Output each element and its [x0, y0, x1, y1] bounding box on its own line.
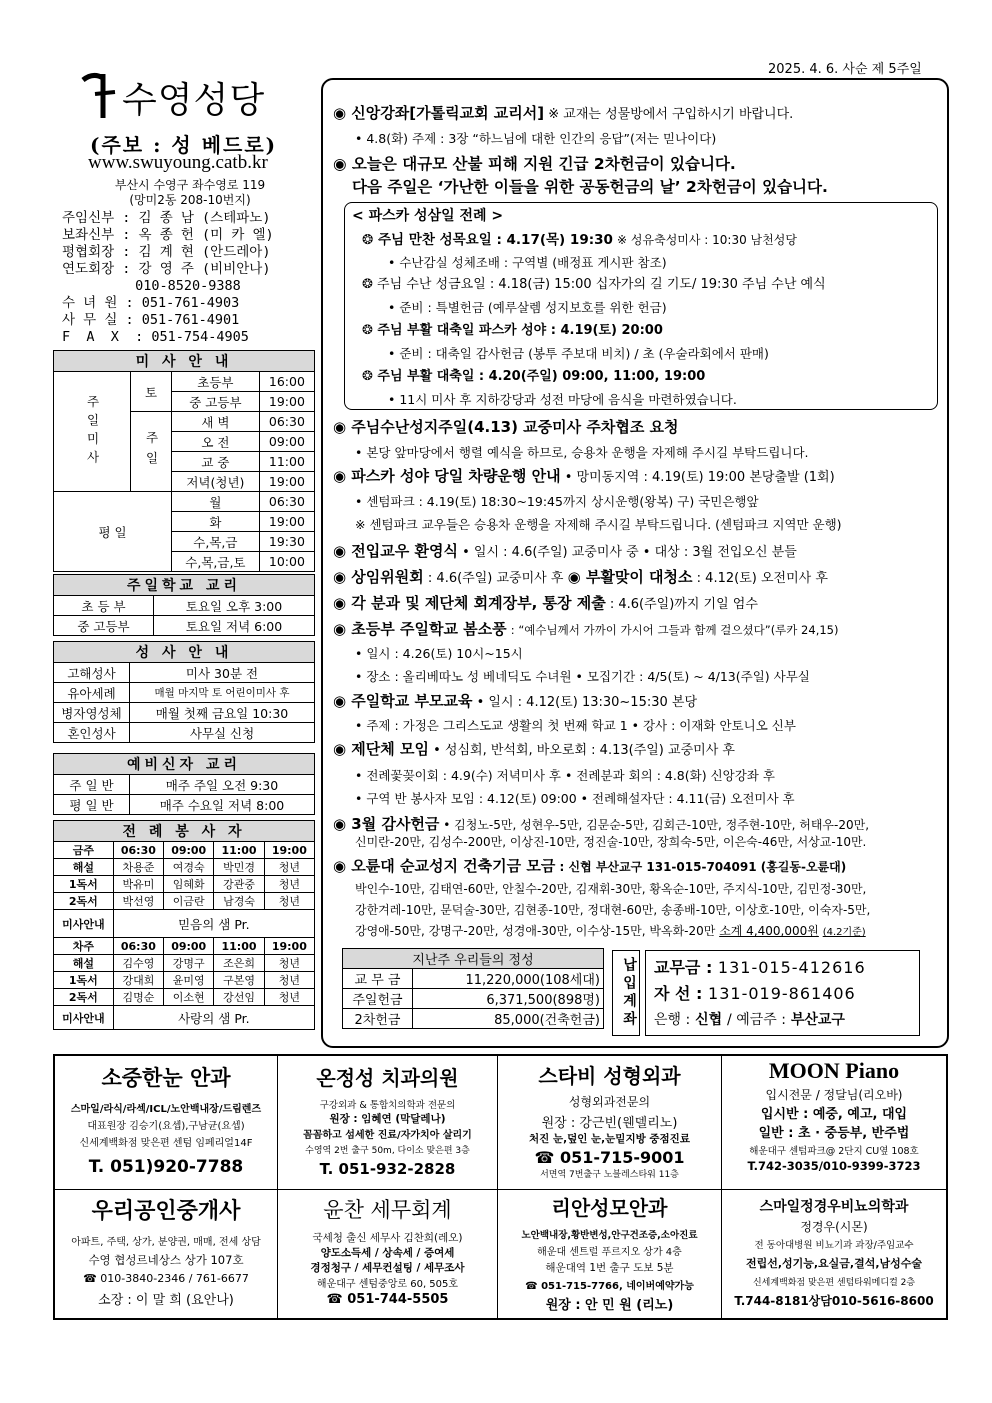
text-cell: 매주 주일 오전 9:30 — [130, 775, 315, 795]
text-cell: 85,000(건축헌금) — [413, 1009, 604, 1029]
text-cell: 청년 — [264, 989, 314, 1006]
text-cell: 부산시 수영구 좌수영로 119 — [114, 178, 266, 192]
accounts-box — [645, 950, 920, 1036]
text-cell: 조은희 — [214, 955, 264, 972]
staff-line: 보좌신부 : 옥 종 헌 (미 카 엘) — [62, 227, 274, 243]
text-cell: 19:00 — [259, 472, 314, 492]
text-cell: 강관중 — [214, 876, 264, 893]
staff-line: 010-8520-9388 — [62, 278, 241, 294]
text-cell: 유아세례 — [54, 683, 130, 703]
text-cell: 아파트, 주택, 상가, 분양권, 매매, 전세 상담 — [71, 1237, 261, 1248]
notice-parent-edu — [333, 692, 933, 712]
notice-parking: ◉ 주님수난성지주일(4.13) 교중미사 주차협조 요청 — [333, 418, 679, 436]
text-cell: • 센텀파크 : 4.19(토) 18:30~19:45까지 상시운행(왕복) 구) 국민은행앞 — [355, 494, 759, 509]
text-cell: 신세계백화점 맞은편 센텀 임페리얼14F — [79, 1138, 253, 1149]
text-cell: 자 선 : — [654, 984, 703, 1003]
ad-smile-urology[interactable] — [722, 1190, 946, 1318]
text-cell: ◉ 주일학교 부모교육 — [333, 692, 473, 710]
text-cell: 박민경 — [214, 859, 264, 876]
text-cell: • 수난감실 성체조배 : 구역별 (배정표 게시판 참조) — [388, 255, 667, 270]
text-cell: ◉ 3월 감사헌금 — [333, 815, 440, 833]
ad-yoonchan-tax[interactable] — [278, 1190, 498, 1318]
text-cell: • 전례꽃꽂이회 : 4.9(수) 저녁미사 후 • 전례분과 회의 : 4.8(화) 신앙강좌 후 — [355, 768, 775, 783]
text-cell: ❂ 주님 부활 대축일 : 4.20(주일) 09:00, 11:00, 19:00 — [362, 369, 706, 384]
text-cell: 금주 — [54, 842, 114, 859]
text-cell: 지난주 우리들의 정성 — [343, 949, 604, 969]
notice-building-fund — [333, 857, 933, 877]
text-cell: 06:30 — [259, 412, 314, 432]
text-cell: 병자영성체 — [54, 703, 130, 723]
text-cell: 남경숙 — [214, 893, 264, 910]
text-cell: 우리공인중개사 — [91, 1198, 241, 1224]
text-cell: 원장 : 강근빈(웬델리노) — [541, 1116, 678, 1131]
text-cell: 미사안내 — [54, 910, 114, 938]
text-cell: 소계 4,400,000원 — [719, 924, 819, 938]
text-cell: 원장 : 안 민 원 (리노) — [545, 1298, 674, 1313]
text-cell: • 일시 : 4.12(토) 13:30~15:30 본당 — [476, 695, 698, 710]
text-cell: 미사 30분 전 — [130, 663, 315, 683]
text-cell: 06:30 — [113, 842, 163, 859]
offering-table — [342, 948, 604, 1029]
text-cell: 여경숙 — [164, 859, 214, 876]
text-cell: : 4.6(주일) 교중미사 후 — [427, 571, 564, 586]
text-cell: : 4.12(토) 오전미사 후 — [696, 571, 828, 586]
text-cell: 11:00 — [214, 842, 264, 859]
text-cell: 해운대구 센텀중앙로 60, 505호 — [316, 1279, 459, 1290]
text-cell: 09:00 — [164, 842, 214, 859]
text-cell: 윤미영 — [164, 972, 214, 989]
text-cell: 초등부 — [172, 372, 260, 392]
text-cell: 사무실 신청 — [130, 723, 315, 743]
text-cell: 신협 — [695, 1012, 723, 1028]
text-cell: 1독서 — [54, 876, 114, 893]
text-cell: 정경우(시몬) — [800, 1220, 868, 1234]
text-cell: 1독서 — [54, 972, 114, 989]
ad-moon-piano[interactable] — [722, 1056, 946, 1190]
text-cell: 토요일 저녁 6:00 — [154, 616, 315, 636]
text-cell: 초 등 부 — [54, 596, 154, 616]
notice-welcome — [333, 542, 933, 562]
text-cell: 해설 — [54, 955, 114, 972]
text-cell: • 장소 : 올리베따노 성 베네딕도 수녀원 • 모집기간 : 4/5(토) ~ 4/13(주일) 사무실 — [355, 669, 810, 684]
text-cell: ◉ 오륜대 순교성지 건축기금 모금 — [333, 857, 556, 875]
text-cell: 신세계백화점 맞은편 센텀타워메디컬 2층 — [752, 1278, 916, 1288]
staff-list — [62, 210, 312, 346]
text-cell: 스마일/라식/라섹/ICL/노안백내장/드림렌즈 — [70, 1104, 262, 1115]
bulletin-date: 2025. 4. 6. 사순 제 5주일 — [768, 62, 922, 77]
text-cell: 교 중 — [172, 452, 260, 472]
parish-name: 수영성당 — [122, 80, 266, 121]
text-cell: ◉ 초등부 주일학교 봄소풍 — [333, 620, 507, 638]
staff-line: 사 무 실 : 051-761-4901 — [62, 312, 240, 328]
text-cell: 19:00 — [259, 392, 314, 412]
text-cell: 해운대역 1번 출구 도보 5분 — [545, 1262, 674, 1274]
text-cell: • 준비 : 특별헌금 (예루살렘 성지보호를 위한 헌금) — [388, 300, 667, 315]
ad-woori-realty[interactable] — [55, 1190, 278, 1318]
text-cell: 원장 : 임혜연 (막달레나) — [329, 1113, 446, 1125]
text-cell: 박선영 — [113, 893, 163, 910]
text-cell: 다음 주일은 ‘가난한 이들을 위한 공동헌금의 날’ 2차헌금이 있습니다. — [352, 178, 828, 196]
text-cell: 오 전 — [172, 432, 260, 452]
text-cell: 10:00 — [259, 552, 314, 572]
jubo-title: (주보 : 성 베드로) — [90, 133, 278, 157]
school-table — [53, 574, 315, 636]
text-cell: 131-019-861406 — [708, 984, 856, 1003]
text-cell: 박유미 — [113, 876, 163, 893]
text-cell: : 4.6(주일)까지 기일 엄수 — [609, 597, 758, 612]
text-cell: 131-015-412616 — [717, 958, 866, 977]
text-cell: 강영애-50만, 강명구-20만, 성경애-30만, 이수상-15만, 박옥화-20만 — [355, 924, 716, 938]
text-cell: 수영역 2번 출구 50m, 다이소 맞은편 3층 — [305, 1146, 470, 1156]
text-cell: 19:00 — [264, 938, 314, 955]
text-cell: • 김청노-5만, 성현우-5만, 김문순-5만, 김회근-10만, 정주현-10만, 허태우-20만, — [443, 818, 870, 832]
text-cell: 월 — [172, 492, 260, 512]
text-cell: 수,목,금 — [172, 532, 260, 552]
text-cell: 청년 — [264, 876, 314, 893]
weekday-label: 평 일 — [54, 492, 172, 572]
text-cell: ◉ 부활맞이 대청소 — [567, 568, 693, 586]
text-cell: 매월 첫째 금요일 10:30 — [130, 703, 315, 723]
text-cell: 성 사 안 내 — [54, 642, 315, 663]
text-cell: ☎ 051-744-5505 — [326, 1292, 449, 1307]
text-cell: ☎ 010-3840-2346 / 761-6677 — [83, 1272, 249, 1285]
text-cell: (망미2동 208-10번지) — [129, 193, 251, 207]
text-cell: 16:00 — [259, 372, 314, 392]
text-cell: 저녁(청년) — [172, 472, 260, 492]
text-cell: 전 례 봉 사 자 — [54, 821, 315, 842]
text-cell: 노안백내장,황반변성,안구건조증,소아진료 — [521, 1230, 698, 1241]
parish-address — [90, 178, 290, 208]
parish-url[interactable]: www.swuyoung.catb.kr — [88, 152, 268, 173]
text-cell: 청년 — [264, 893, 314, 910]
text-cell: ☎ 051-715-7766, 네이버예약가능 — [525, 1281, 694, 1292]
text-cell: T.744-8181상담010-5616-8600 — [734, 1294, 934, 1308]
text-cell: 김명순 — [113, 989, 163, 1006]
text-cell: 해설 — [54, 859, 114, 876]
text-cell: • 일시 : 4.26(토) 10시~15시 — [355, 646, 523, 661]
text-cell: ※ 교재는 성물방에서 구입하시기 바랍니다. — [548, 107, 794, 122]
text-cell: 전립선,성기능,요실금,결석,남성수술 — [745, 1257, 923, 1270]
text-cell: ❂ 주님 수난 성금요일 : 4.18(금) 15:00 십자가의 길 기도/ 19:30 주님 수난 예식 — [362, 277, 826, 292]
notice-shuttle — [333, 467, 933, 487]
staff-line: 수 녀 원 : 051-761-4903 — [62, 295, 240, 311]
text-cell: 소장 : 이 말 희 (요안나) — [98, 1293, 234, 1308]
text-cell: 중 고등부 — [54, 616, 154, 636]
text-cell: 경정청구 / 세무컨설팅 / 세무조사 — [310, 1262, 465, 1274]
text-cell: 06:30 — [259, 492, 314, 512]
text-cell: 꼼꼼하고 섬세한 진료/자가치아 살리기 — [303, 1130, 472, 1141]
text-cell: 매주 수요일 저녁 8:00 — [130, 795, 315, 815]
servers-table — [53, 820, 315, 1030]
text-cell: 평 일 반 — [54, 795, 130, 815]
staff-line: 연도회장 : 강 영 주 (비비안나) — [62, 261, 271, 277]
text-cell: 양도소득세 / 상속세 / 증여세 — [320, 1247, 455, 1259]
text-cell: 리안성모안과 — [551, 1196, 668, 1220]
notice-groups — [333, 740, 933, 760]
staff-line: 주임신부 : 김 종 남 (스테파노) — [62, 210, 271, 226]
text-cell: • 4.8(화) 주제 : 3장 “하느님에 대한 인간의 응답”(저는 믿나이다) — [355, 131, 717, 146]
text-cell: • 본당 앞마당에서 행렬 예식을 하므로, 승용차 운행을 자제해 주시길 부탁드립니다. — [355, 445, 809, 460]
text-cell: • 주제 : 가정은 그리스도교 생활의 첫 번째 학교 1 • 강사 : 이재화 안토니오 신부 — [355, 718, 796, 733]
text-cell: ※ 성유축성미사 : 10:30 남천성당 — [617, 233, 797, 247]
text-cell: 구강외과 & 통합치의학과 전문의 — [319, 1100, 456, 1111]
text-cell: 2차헌금 — [343, 1009, 413, 1029]
sacrament-table — [53, 641, 315, 743]
text-cell: 고해성사 — [54, 663, 130, 683]
text-cell: MOON Piano — [768, 1058, 900, 1083]
text-cell: ❂ 주님 부활 대축일 파스카 성야 : 4.19(토) 20:00 — [362, 323, 663, 338]
text-cell: 서면역 7번출구 노블레스타워 11층 — [540, 1170, 679, 1180]
text-cell: 대표원장 김승기(요셉),구남균(요셉) — [87, 1121, 245, 1132]
sunday-label: 주일미사 — [54, 372, 131, 492]
text-cell: 강대희 — [113, 972, 163, 989]
text-cell: / 예금주 : — [727, 1012, 786, 1028]
text-cell: 이소현 — [164, 989, 214, 1006]
text-cell: 은행 : — [654, 1012, 691, 1028]
text-cell: 청년 — [264, 859, 314, 876]
text-cell: 새 벽 — [172, 412, 260, 432]
ad-lian-eye[interactable] — [498, 1190, 722, 1318]
text-cell: 스마일정경우비뇨의학과 — [759, 1199, 909, 1215]
text-cell: 일반 : 초 · 중등부, 반주법 — [758, 1126, 910, 1141]
text-cell: 2독서 — [54, 893, 114, 910]
text-cell: 이금란 — [164, 893, 214, 910]
text-cell: 주일학교 교리 — [54, 575, 315, 596]
text-cell: • 망미동지역 : 4.19(토) 19:00 본당출발 (1회) — [564, 470, 835, 485]
text-cell: • 준비 : 대축일 감사헌금 (봉투 주보대 비치) / 초 (우술라회에서 판매) — [388, 346, 769, 361]
text-cell: : 신협 부산교구 131-015-704091 (홍길동-오륜대) — [559, 860, 847, 874]
text-cell: 처진 눈,덮인 눈,눈밑지방 중점진료 — [529, 1133, 690, 1145]
text-cell: 09:00 — [259, 432, 314, 452]
text-cell: 김수영 — [113, 955, 163, 972]
ad-sojunghan-eye[interactable] — [55, 1056, 278, 1190]
text-cell: • 성심회, 반석회, 바오로회 : 4.13(주일) 교중미사 후 — [433, 743, 735, 758]
text-cell: ◉ 상임위원회 — [333, 568, 424, 586]
text-cell: 강선임 — [214, 989, 264, 1006]
text-cell: 교 무 금 — [343, 969, 413, 989]
text-cell: 수,목,금,토 — [172, 552, 260, 572]
text-cell: 강한겨레-10만, 문덕술-30만, 김현종-10만, 정대현-60만, 송종배-10만, 이상호-10만, 이숙자-5만, — [355, 903, 871, 917]
text-cell: ◉ 신앙강좌[가톨릭교회 교리서] — [333, 104, 545, 122]
sun-label: 주일 — [131, 412, 172, 492]
text-cell: ◉ 제단체 모임 — [333, 740, 429, 758]
text-cell: T. 051)920-7788 — [88, 1157, 244, 1177]
text-cell: 해운대구 센텀파크@ 2단지 CU옆 108호 — [749, 1146, 919, 1157]
notice-second-collection: ◉ 오늘은 대규모 산불 피해 지원 긴급 2차헌금이 있습니다. — [333, 155, 736, 173]
text-cell: ◉ 전입교우 환영식 — [333, 542, 458, 560]
notice-thanks-offering — [333, 815, 933, 834]
payment-label: 납입계좌 — [612, 950, 640, 1036]
text-cell: 6,371,500(898명) — [413, 989, 604, 1009]
notice-committee — [333, 568, 933, 588]
text-cell: ☎ 051-715-9001 — [534, 1148, 685, 1167]
text-cell: ◉ 파스카 성야 당일 차량운행 안내 — [333, 467, 561, 485]
text-cell: 강명구 — [164, 955, 214, 972]
text-cell: 임혜화 — [164, 876, 214, 893]
sat-label: 토 — [131, 372, 172, 412]
text-cell: 중 고등부 — [172, 392, 260, 412]
text-cell: 11:00 — [214, 938, 264, 955]
text-cell: 2독서 — [54, 989, 114, 1006]
text-cell: ※ 센텀파크 교우들은 승용차 운행을 자제해 주시길 부탁드립니다. (센텀파크 지역만 운행) — [355, 517, 842, 532]
text-cell: 윤찬 세무회계 — [323, 1198, 452, 1222]
text-cell: 국세청 출신 세무사 김찬희(레오) — [312, 1232, 463, 1244]
text-cell: T. 051-932-2828 — [319, 1160, 456, 1178]
text-cell: 미사안내 — [54, 1006, 114, 1030]
notice-faith-lecture — [333, 104, 933, 124]
text-cell: 구본영 — [214, 972, 264, 989]
text-cell: • 일시 : 4.6(주일) 교중미사 중 • 대상 : 3월 전입오신 분들 — [462, 545, 797, 560]
text-cell: : “예수님께서 가까이 가시어 그들과 함께 걸으셨다”(루카 24,15) — [510, 623, 839, 637]
text-cell: 신미란-20만, 김성수-200만, 이상진-10만, 정진술-10만, 장희숙-5만, 이은숙-46만, 서상교-10만. — [355, 835, 867, 849]
text-cell: 입시반 : 예중, 예고, 대입 — [760, 1107, 908, 1122]
text-cell: • 11시 미사 후 지하강당과 성전 마당에 음식을 마련하였습니다. — [388, 392, 737, 407]
staff-line: 평협회장 : 김 계 현 (안드레아) — [62, 244, 271, 260]
text-cell: 09:00 — [164, 938, 214, 955]
text-cell: 성형외과전문의 — [568, 1095, 651, 1109]
text-cell: 박인수-10만, 김태연-60만, 안칠수-20만, 김재휘-30만, 황옥순-10만, 주지식-10만, 김민정-30만, — [355, 882, 867, 896]
text-cell: 매월 마지막 토 어린이미사 후 — [130, 683, 315, 703]
text-cell: 화 — [172, 512, 260, 532]
text-cell: 11:00 — [259, 452, 314, 472]
text-cell: 19:30 — [259, 532, 314, 552]
text-cell: 차주 — [54, 938, 114, 955]
text-cell: 06:30 — [113, 938, 163, 955]
text-cell: ◉ 각 분과 및 제단체 회계장부, 통장 제출 — [333, 594, 606, 612]
catechumen-table — [53, 753, 315, 815]
staff-line: F A X : 051-754-4905 — [62, 329, 249, 345]
text-cell: 19:00 — [264, 842, 314, 859]
text-cell: < 파스카 성삼일 전례 > — [352, 208, 504, 224]
text-cell: 온정성 치과의원 — [316, 1066, 459, 1090]
ad-starbi-plastic[interactable] — [498, 1056, 722, 1190]
text-cell: 주 일 반 — [54, 775, 130, 795]
text-cell: 소중한눈 안과 — [101, 1066, 231, 1090]
notice-ledger — [333, 594, 933, 614]
text-cell: 수영 협성르네상스 상가 107호 — [88, 1253, 244, 1267]
text-cell: 주일헌금 — [343, 989, 413, 1009]
text-cell: 교무금 : — [654, 958, 713, 977]
text-cell: 혼인성사 — [54, 723, 130, 743]
text-cell: 전 동아대병원 비뇨기과 과장/주임교수 — [754, 1240, 914, 1251]
text-cell: 입시전문 / 정달님(리오바) — [765, 1088, 903, 1102]
text-cell: 19:00 — [259, 512, 314, 532]
text-cell: 11,220,000(108세대) — [413, 969, 604, 989]
text-cell: 청년 — [264, 972, 314, 989]
ad-onjungsung-dental[interactable] — [278, 1056, 498, 1190]
text-cell: ❂ 주님 만찬 성목요일 : 4.17(목) 19:30 — [362, 232, 613, 248]
text-cell: 스타비 성형외과 — [538, 1064, 681, 1088]
notice-picnic — [333, 620, 933, 640]
text-cell: 사랑의 샘 Pr. — [113, 1006, 314, 1030]
mass-table — [53, 350, 315, 572]
text-cell: 믿음의 샘 Pr. — [113, 910, 314, 938]
text-cell: (4.2기준) — [822, 927, 866, 938]
text-cell: • 구역 반 봉사자 모임 : 4.12(토) 09:00 • 전례해설자단 : 4.11(금) 오전미사 후 — [355, 791, 795, 806]
text-cell: T.742-3035/010-9399-3723 — [747, 1159, 921, 1173]
text-cell: 해운대 센트럴 푸르지오 상가 4층 — [537, 1247, 682, 1258]
mass-title: 미 사 안 내 — [54, 351, 315, 372]
text-cell: 차용준 — [113, 859, 163, 876]
text-cell: 부산교구 — [790, 1012, 845, 1028]
text-cell: 청년 — [264, 955, 314, 972]
text-cell: 토요일 오후 3:00 — [154, 596, 315, 616]
text-cell: 예비신자 교리 — [54, 754, 315, 775]
